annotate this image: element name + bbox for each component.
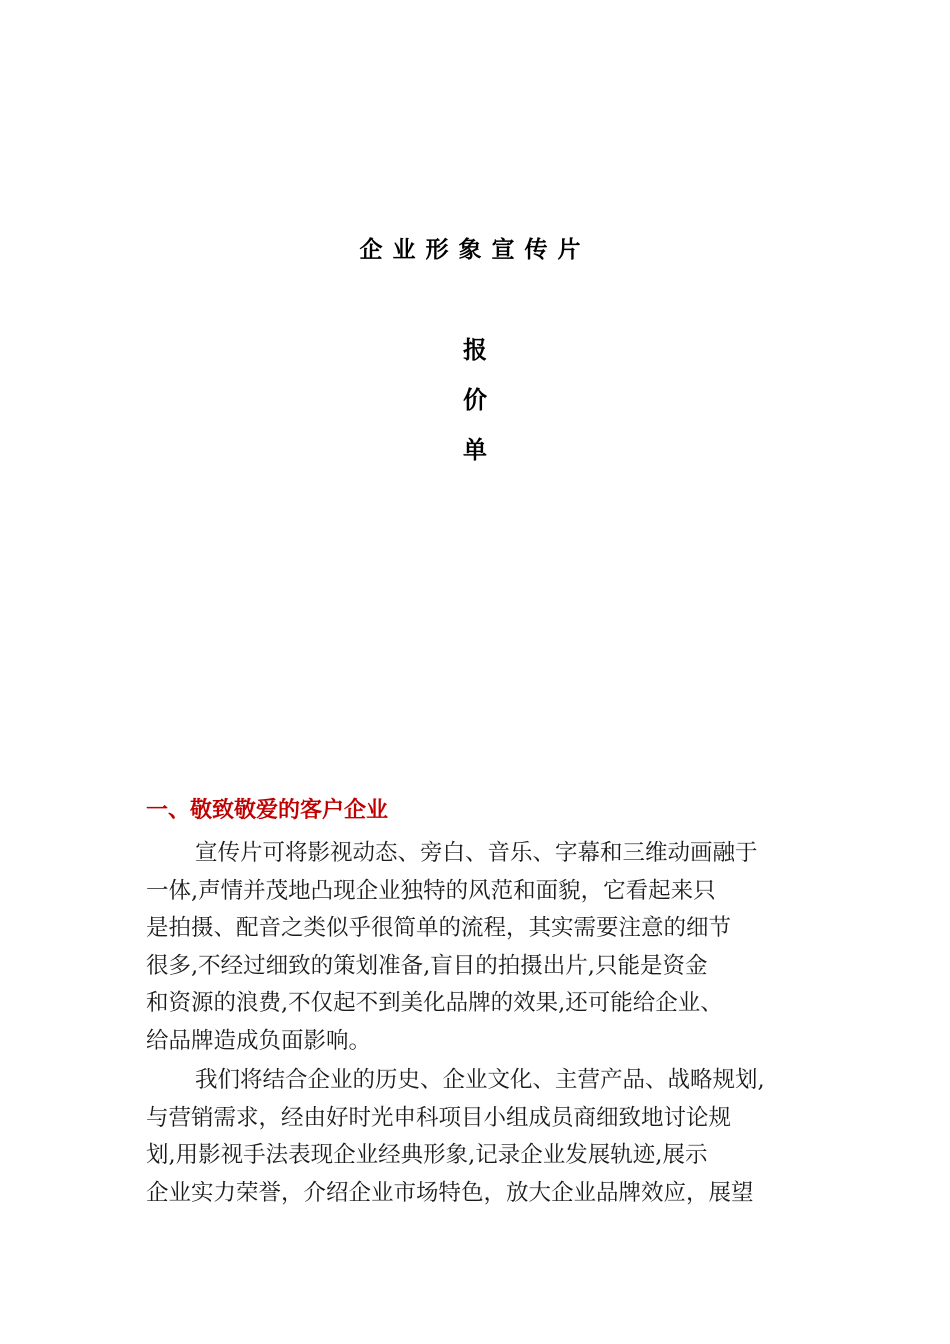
paragraph-intro bbox=[146, 835, 826, 1060]
quote-title-char: 价 bbox=[463, 386, 487, 414]
paragraph-line: 我们将结合企业的历史、企业文化、主营产品、战略规划, bbox=[195, 1067, 765, 1093]
quote-title-char: 单 bbox=[463, 436, 487, 464]
paragraph-line: 给品牌造成负面影响。 bbox=[146, 1027, 372, 1054]
paragraph-line: 企业实力荣誉，介绍企业市场特色，放大企业品牌效应，展望 bbox=[146, 1179, 754, 1206]
section-heading: 一、敬致敬爱的客户企业 bbox=[146, 798, 389, 823]
document-title: 企业形象宣传片 bbox=[359, 237, 591, 263]
paragraph-plan bbox=[146, 1062, 826, 1212]
paragraph-line: 划,用影视手法表现企业经典形象,记录企业发展轨迹,展示 bbox=[146, 1142, 708, 1168]
paragraph-line: 一体,声情并茂地凸现企业独特的风范和面貌，它看起来只 bbox=[146, 877, 716, 904]
paragraph-line: 是拍摄、配音之类似乎很简单的流程，其实需要注意的细节 bbox=[146, 915, 732, 941]
quote-title-char: 报 bbox=[463, 336, 487, 364]
paragraph-line: 和资源的浪费,不仅起不到美化品牌的效果,还可能给企业、 bbox=[146, 990, 723, 1016]
paragraph-line: 宣传片可将影视动态、旁白、音乐、字幕和三维动画融于 bbox=[195, 840, 758, 866]
paragraph-line: 与营销需求，经由好时光申科项目小组成员商细致地讨论规 bbox=[146, 1104, 732, 1131]
paragraph-line: 很多,不经过细致的策划准备,盲目的拍摄出片,只能是资金 bbox=[146, 952, 708, 979]
